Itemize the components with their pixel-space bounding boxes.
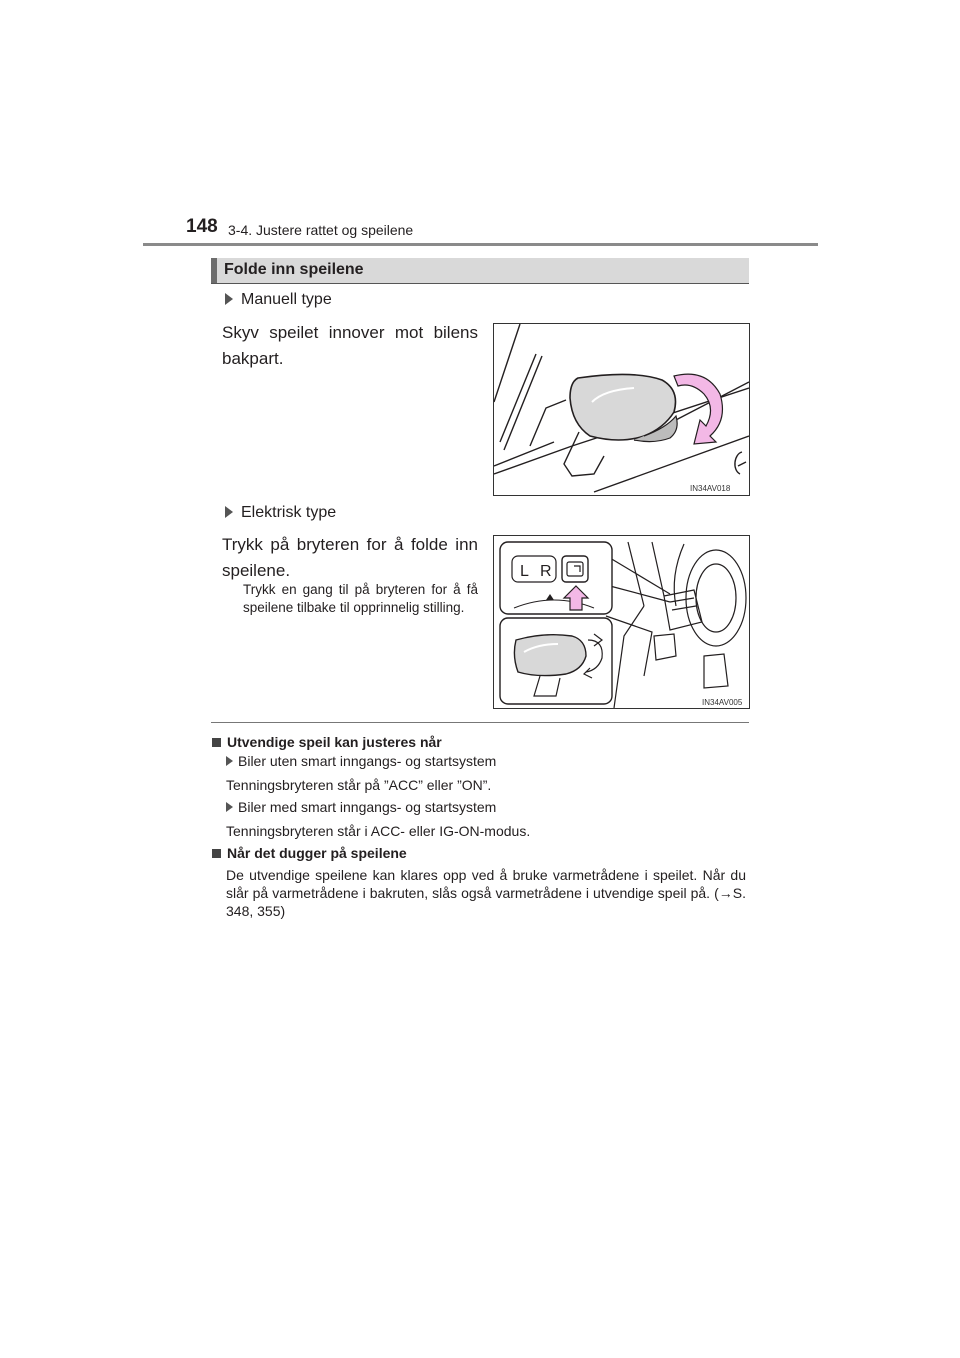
info-heading-2-label: Når det dugger på speilene <box>227 845 407 861</box>
triangle-bullet-icon <box>225 293 233 305</box>
figure-code-electric: IN34AV005 <box>702 698 743 707</box>
info-item1-text: Tenningsbryteren står på ”ACC” eller ”ON”. <box>226 777 492 793</box>
triangle-bullet-icon <box>226 756 233 766</box>
section-heading: Folde inn speilene <box>224 261 364 278</box>
info-item1-sub <box>226 753 496 769</box>
page-number: 148 <box>186 216 218 237</box>
subheading-electric <box>225 504 336 522</box>
switch-illustration <box>494 536 749 708</box>
triangle-bullet-icon <box>225 506 233 518</box>
switch-label-r: R <box>540 563 552 580</box>
subheading-electric-label: Elektrisk type <box>241 504 337 521</box>
figure-manual-mirror <box>493 323 750 496</box>
section-heading-bar <box>211 258 749 284</box>
info-item2-text: Tenningsbryteren står i ACC- eller IG-ON-modus. <box>226 823 531 839</box>
figure-electric-switch <box>493 535 750 709</box>
info-heading-1-label: Utvendige speil kan justeres når <box>227 734 442 750</box>
info-heading-2 <box>212 845 407 861</box>
info-item2-sub-label: Biler med smart inngangs- og startsystem <box>238 799 497 815</box>
section-separator <box>211 722 749 723</box>
mirror-fold-illustration <box>494 324 749 495</box>
header-rule <box>143 243 818 246</box>
square-bullet-icon <box>212 849 221 858</box>
info-item2-sub <box>226 799 496 815</box>
info-heading-1 <box>212 734 442 750</box>
info-item1-sub-label: Biler uten smart inngangs- og startsystem <box>238 753 497 769</box>
electric-instruction: Trykk på bryteren for å folde inn speilene. <box>222 535 478 580</box>
section-title: 3-4. Justere rattet og speilene <box>228 222 414 238</box>
info-text-2: De utvendige speilene kan klares opp ved å bruke varmetrådene i speilet. Når du slår på varmetrådene i bakruten, slås også varmetrådene i utvendige speil på. (→S. 348, 355) <box>226 867 746 919</box>
switch-label-l: L <box>520 563 529 580</box>
manual-instruction: Skyv speilet innover mot bilens bakpart. <box>222 323 478 368</box>
triangle-bullet-icon <box>226 802 233 812</box>
heading-accent <box>211 258 217 283</box>
subheading-manual <box>225 291 332 309</box>
electric-note: Trykk en gang til på bryteren for å få speilene tilbake til opprinnelig stilling. <box>243 582 478 615</box>
square-bullet-icon <box>212 738 221 747</box>
figure-code-manual: IN34AV018 <box>690 484 731 493</box>
subheading-manual-label: Manuell type <box>241 291 332 308</box>
